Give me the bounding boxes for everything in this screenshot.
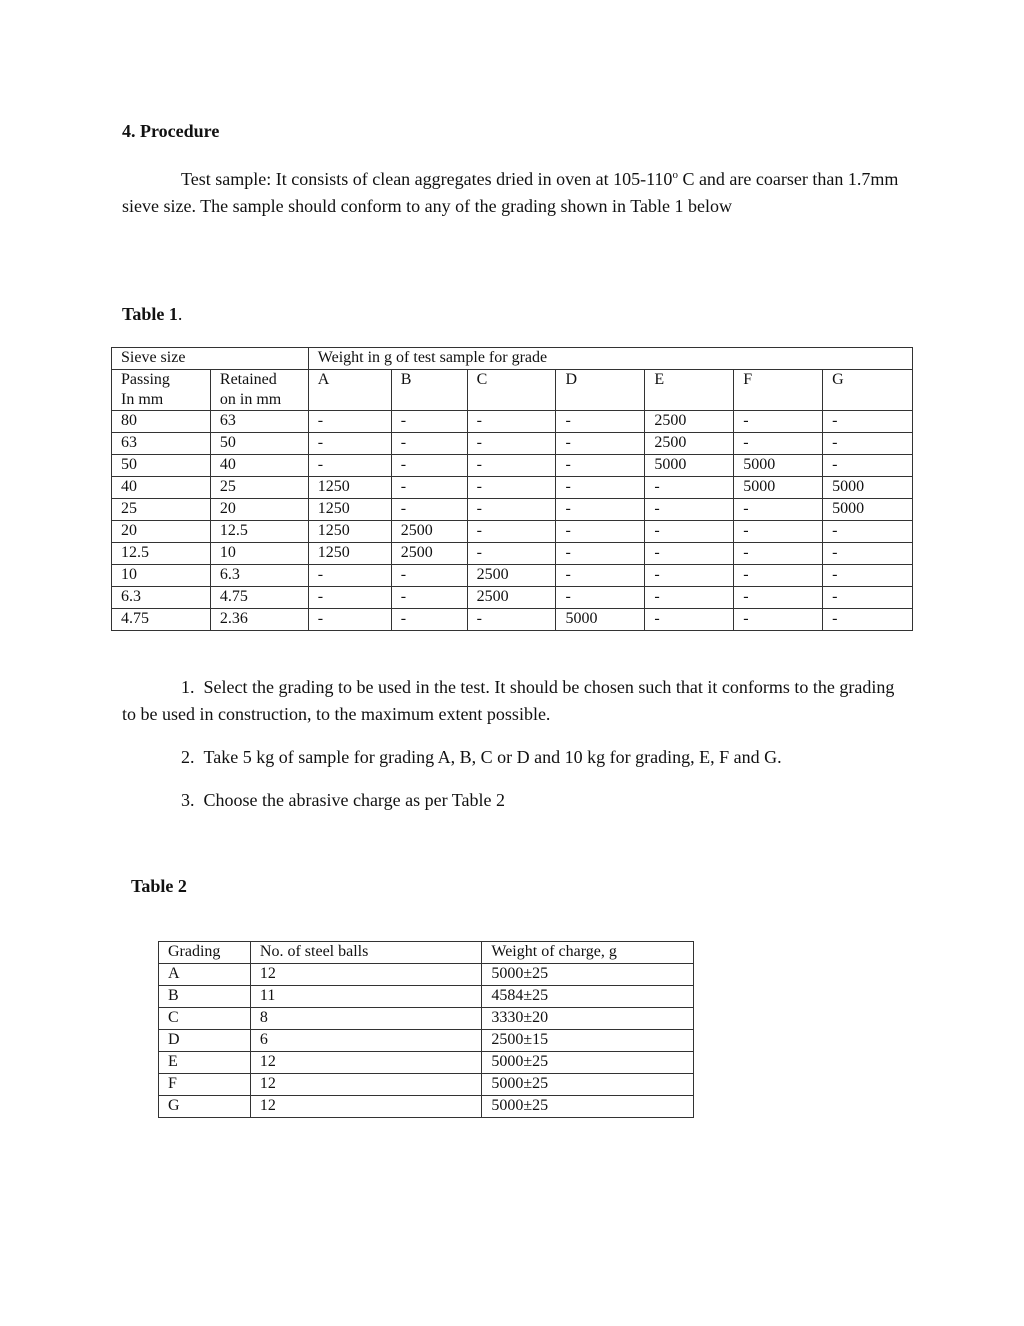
step-2 — [122, 744, 912, 771]
table-cell: - — [467, 543, 556, 565]
table-cell: - — [556, 587, 645, 609]
table-cell: - — [823, 587, 913, 609]
table-cell: 2500 — [467, 565, 556, 587]
table-cell: 5000±25 — [482, 1052, 694, 1074]
table-cell: - — [467, 499, 556, 521]
table-row — [112, 411, 913, 433]
table-cell: - — [823, 543, 913, 565]
table-cell: 5000 — [556, 609, 645, 631]
table-cell: 12 — [250, 1052, 481, 1074]
retained-header: Retained on in mm — [210, 370, 308, 411]
step-1-text: Select the grading to be used in the test. It should be chosen such that it conforms to the grading to be used in construction, to the maximum extent possible. — [122, 677, 895, 724]
table-cell: 25 — [210, 477, 308, 499]
table-cell: 5000±25 — [482, 1074, 694, 1096]
step-3 — [122, 787, 912, 814]
table-cell: 2500 — [467, 587, 556, 609]
table-cell: 20 — [112, 521, 211, 543]
table-cell: - — [308, 455, 391, 477]
table-cell: - — [823, 609, 913, 631]
table-cell: 1250 — [308, 521, 391, 543]
table-cell: 4584±25 — [482, 986, 694, 1008]
table-row — [159, 1008, 694, 1030]
table-cell: - — [556, 477, 645, 499]
degree-superscript: o — [672, 169, 678, 181]
table-cell: 50 — [210, 433, 308, 455]
table-cell: 2500 — [391, 521, 467, 543]
table-cell: 1250 — [308, 499, 391, 521]
table-cell: 2.36 — [210, 609, 308, 631]
table-cell: 2500±15 — [482, 1030, 694, 1052]
step-3-number: 3. — [181, 790, 195, 810]
table-cell: - — [823, 455, 913, 477]
table2-header-cell: Grading — [159, 942, 251, 964]
table-cell: 20 — [210, 499, 308, 521]
intro-text: Test sample: It consists of clean aggregates dried in oven at 105-110 — [181, 169, 673, 189]
table-cell: - — [823, 411, 913, 433]
table-cell: 1250 — [308, 543, 391, 565]
table-cell: 1250 — [308, 477, 391, 499]
table-cell: B — [159, 986, 251, 1008]
table-row — [112, 521, 913, 543]
passing-header: Passing In mm — [112, 370, 211, 411]
table-cell: - — [556, 543, 645, 565]
table-cell: 12 — [250, 1074, 481, 1096]
table-row — [159, 964, 694, 986]
table-cell: - — [391, 565, 467, 587]
table-cell: 80 — [112, 411, 211, 433]
table-cell: - — [645, 587, 734, 609]
table-cell: F — [159, 1074, 251, 1096]
table-cell: - — [734, 609, 823, 631]
table-cell: C — [159, 1008, 251, 1030]
table-row — [112, 565, 913, 587]
table-cell: 4.75 — [210, 587, 308, 609]
table2-header-cell: Weight of charge, g — [482, 942, 694, 964]
table-cell: 6 — [250, 1030, 481, 1052]
section-heading: 4. Procedure — [122, 121, 220, 141]
table-cell: 4.75 — [112, 609, 211, 631]
table-cell: 8 — [250, 1008, 481, 1030]
table-cell: - — [391, 433, 467, 455]
table-row — [112, 499, 913, 521]
table-cell: - — [556, 411, 645, 433]
table-cell: - — [556, 499, 645, 521]
table-row — [159, 986, 694, 1008]
table-cell: 5000 — [734, 477, 823, 499]
table2-header-row — [159, 942, 694, 964]
table-row — [159, 1052, 694, 1074]
intro-paragraph — [122, 162, 912, 220]
table-cell: 2500 — [645, 433, 734, 455]
table-cell: - — [308, 609, 391, 631]
table-cell: - — [467, 477, 556, 499]
table-row — [112, 609, 913, 631]
table-cell: 6.3 — [210, 565, 308, 587]
grade-header: G — [823, 370, 913, 411]
grade-header: E — [645, 370, 734, 411]
table-row — [159, 1096, 694, 1118]
table-cell: - — [734, 587, 823, 609]
table-cell: 63 — [210, 411, 308, 433]
table-cell: - — [556, 521, 645, 543]
table-cell: 12 — [250, 1096, 481, 1118]
table-cell: - — [391, 587, 467, 609]
intro-text-rest: C and are coarser than 1.7mm sieve size. The sample should conform to any of the grading shown in Table 1 below — [122, 169, 899, 216]
table-cell: D — [159, 1030, 251, 1052]
table-cell: - — [645, 565, 734, 587]
table-cell: - — [391, 609, 467, 631]
table-cell: 5000 — [734, 455, 823, 477]
grade-header: F — [734, 370, 823, 411]
table-cell: - — [467, 433, 556, 455]
table-cell: - — [645, 499, 734, 521]
table-cell: - — [467, 455, 556, 477]
table-cell: - — [734, 433, 823, 455]
table-cell: A — [159, 964, 251, 986]
step-3-text: Choose the abrasive charge as per Table 2 — [203, 790, 505, 810]
sieve-size-header: Sieve size — [112, 348, 309, 370]
table-cell: 50 — [112, 455, 211, 477]
table-cell: - — [556, 565, 645, 587]
table-cell: - — [734, 521, 823, 543]
table-cell: - — [823, 565, 913, 587]
table1-subheader-row — [112, 370, 913, 411]
grade-header: C — [467, 370, 556, 411]
table-cell: 63 — [112, 433, 211, 455]
table-cell: - — [645, 477, 734, 499]
table-cell: - — [645, 543, 734, 565]
table-cell: - — [556, 433, 645, 455]
grade-header: A — [308, 370, 391, 411]
table-cell: - — [308, 433, 391, 455]
table-row — [159, 1074, 694, 1096]
weight-header: Weight in g of test sample for grade — [308, 348, 912, 370]
table-cell: 2500 — [391, 543, 467, 565]
table-cell: - — [645, 609, 734, 631]
table1-header-row — [112, 348, 913, 370]
step-2-number: 2. — [181, 747, 195, 767]
step-1-number: 1. — [181, 677, 195, 697]
table-cell: 10 — [210, 543, 308, 565]
table-cell: - — [467, 521, 556, 543]
grade-header: B — [391, 370, 467, 411]
step-1 — [122, 674, 912, 728]
table-cell: - — [823, 433, 913, 455]
sieve-grading-table — [111, 347, 913, 631]
table-cell: - — [308, 587, 391, 609]
table-cell: - — [734, 499, 823, 521]
table-cell: - — [734, 411, 823, 433]
table-cell: 6.3 — [112, 587, 211, 609]
step-2-text: Take 5 kg of sample for grading A, B, C or D and 10 kg for grading, E, F and G. — [203, 747, 782, 767]
table-cell: 5000 — [645, 455, 734, 477]
table-cell: - — [391, 411, 467, 433]
table-cell: 12.5 — [210, 521, 308, 543]
table-row — [112, 433, 913, 455]
table-cell: - — [391, 499, 467, 521]
table-cell: - — [823, 521, 913, 543]
abrasive-charge-table — [158, 941, 694, 1118]
table-row — [159, 1030, 694, 1052]
table-cell: - — [391, 477, 467, 499]
table-cell: E — [159, 1052, 251, 1074]
table-row — [112, 477, 913, 499]
table-row — [112, 587, 913, 609]
table-row — [112, 543, 913, 565]
table-row — [112, 455, 913, 477]
table-cell: 3330±20 — [482, 1008, 694, 1030]
table-cell: - — [734, 565, 823, 587]
table2-label: Table 2 — [131, 876, 187, 896]
table-cell: - — [734, 543, 823, 565]
table-cell: G — [159, 1096, 251, 1118]
table-cell: 40 — [112, 477, 211, 499]
table-cell: 5000 — [823, 477, 913, 499]
table-cell: 12 — [250, 964, 481, 986]
table-cell: 40 — [210, 455, 308, 477]
table-cell: 2500 — [645, 411, 734, 433]
table-cell: 5000±25 — [482, 964, 694, 986]
table-cell: 12.5 — [112, 543, 211, 565]
table-cell: - — [467, 411, 556, 433]
table-cell: - — [467, 609, 556, 631]
table1-label: Table 1. — [122, 304, 183, 324]
table-cell: 5000±25 — [482, 1096, 694, 1118]
table-cell: - — [391, 455, 467, 477]
table-cell: - — [556, 455, 645, 477]
table-cell: 5000 — [823, 499, 913, 521]
table-cell: - — [645, 521, 734, 543]
table-cell: - — [308, 565, 391, 587]
table-cell: 10 — [112, 565, 211, 587]
table-cell: 11 — [250, 986, 481, 1008]
table2-header-cell: No. of steel balls — [250, 942, 481, 964]
grade-header: D — [556, 370, 645, 411]
table-cell: 25 — [112, 499, 211, 521]
table-cell: - — [308, 411, 391, 433]
